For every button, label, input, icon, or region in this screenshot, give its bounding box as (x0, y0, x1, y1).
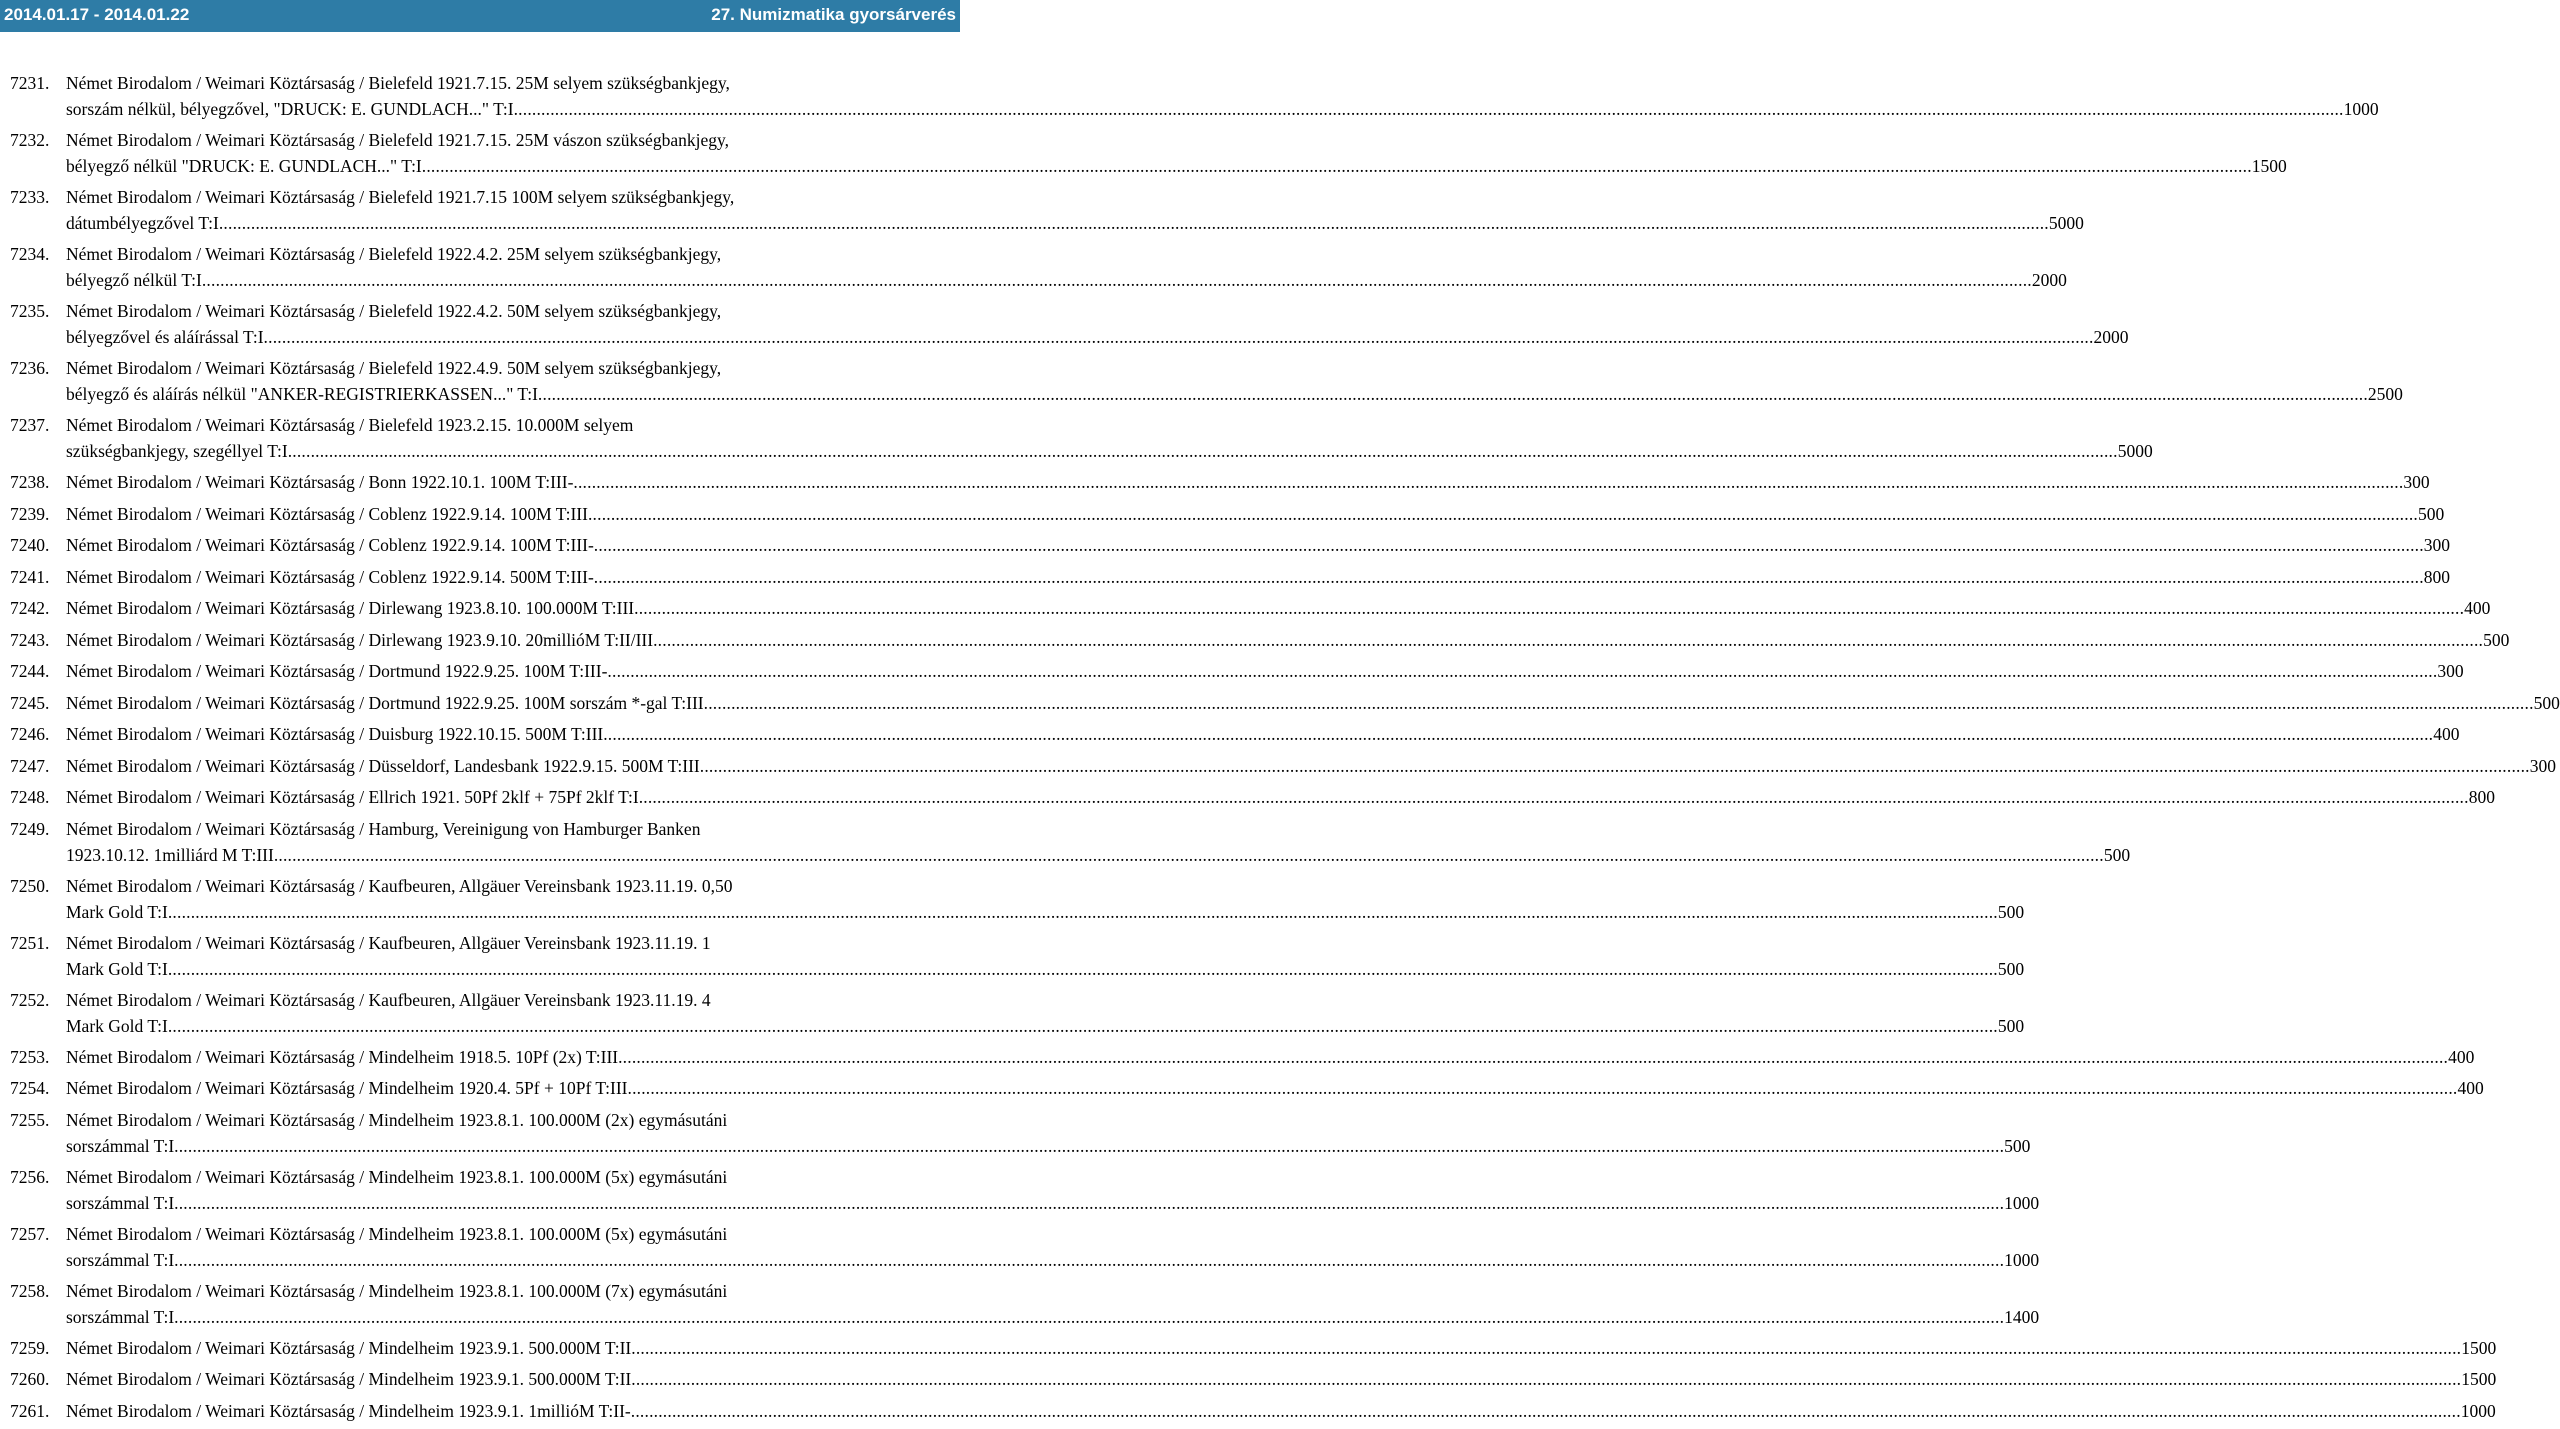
catalog-list (10, 70, 2560, 1429)
lot-entry (10, 184, 2084, 236)
lot-price-line (66, 1247, 2040, 1273)
dot-leader: ................................................................................................................................................................................................................................................................................................................................................................................................................ (587, 503, 2418, 524)
lot-number: 7242. (10, 598, 50, 618)
lot-entry (10, 1335, 2497, 1361)
lot-price-line (66, 690, 2560, 716)
lot-entry (10, 595, 2491, 621)
lot-description (66, 1075, 2484, 1101)
lot-entry (10, 1221, 2040, 1273)
lot-description-text: Német Birodalom / Weimari Köztársaság / Dirlewang 1923.8.10. 100.000M T:III (66, 598, 635, 618)
lot-number: 7257. (10, 1223, 50, 1244)
lot-entry (10, 1075, 2484, 1101)
lot-description-text: szükségbankjegy, szegéllyel T:I (66, 441, 288, 461)
lot-entry (10, 298, 2129, 350)
dot-leader: ................................................................................................................................................................................................................................................................................................................................................................................................................ (273, 844, 2104, 865)
lot-price-line (66, 1013, 2025, 1039)
lot-price-line (66, 210, 2084, 236)
lot-description (66, 658, 2464, 684)
lot-number: 7247. (10, 755, 50, 776)
lot-description-line: Német Birodalom / Weimari Köztársaság / Bielefeld 1921.7.15. 25M selyem szükségbankjegy, (66, 73, 730, 93)
starting-price: 5000 (2117, 441, 2153, 461)
lot-number: 7243. (10, 629, 50, 650)
starting-price: 500 (2417, 503, 2445, 524)
lot-number: 7231. (10, 73, 50, 93)
lot-number: 7245. (10, 692, 50, 713)
starting-price: 500 (1997, 901, 2025, 922)
dot-leader: ................................................................................................................................................................................................................................................................................................................................................................................................................ (631, 1369, 2462, 1389)
starting-price: 300 (2437, 661, 2464, 681)
lot-description-line: Német Birodalom / Weimari Köztársaság / Mindelheim 1923.8.1. 100.000M (5x) egymásutáni (66, 1223, 728, 1244)
lot-number: 7232. (10, 130, 50, 150)
lot-description-line: Német Birodalom / Weimari Köztársaság / Bielefeld 1921.7.15 100M selyem szükségbankjegy, (66, 187, 735, 207)
lot-number: 7260. (10, 1369, 50, 1389)
lot-price-line (66, 753, 2556, 779)
lot-description-text: sorszámmal T:I (66, 1192, 175, 1213)
lot-description-text: Mark Gold T:I (66, 958, 168, 979)
starting-price: 500 (2533, 692, 2560, 713)
lot-price-line (66, 469, 2430, 495)
lot-description-line: Német Birodalom / Weimari Köztársaság / Bielefeld 1922.4.2. 50M selyem szükségbankjegy, (66, 301, 722, 321)
dot-leader: ................................................................................................................................................................................................................................................................................................................................................................................................................ (174, 1306, 2005, 1327)
lot-description-text: dátumbélyegzővel T:I (66, 213, 219, 233)
auction-title: 27. Numizmatika gyorsárverés (711, 5, 956, 24)
lot-description-text: Német Birodalom / Weimari Köztársaság / Mindelheim 1923.9.1. 500.000M T:II (66, 1337, 632, 1358)
lot-description (66, 1278, 2040, 1330)
lot-description-line: Német Birodalom / Weimari Köztársaság / Bielefeld 1921.7.15. 25M vászon szükségbankjegy, (66, 130, 729, 150)
lot-description-line: Német Birodalom / Weimari Köztársaság / Mindelheim 1923.8.1. 100.000M (7x) egymásutáni (66, 1280, 728, 1301)
dot-leader: ................................................................................................................................................................................................................................................................................................................................................................................................................ (699, 755, 2530, 776)
lot-description (66, 1366, 2497, 1392)
lot-description (66, 784, 2495, 810)
starting-price: 500 (1997, 1015, 2025, 1036)
starting-price: 300 (2529, 755, 2556, 776)
lot-description-text: Mark Gold T:I (66, 1015, 168, 1036)
lot-price-line (66, 153, 2287, 179)
starting-price: 500 (2004, 1135, 2031, 1156)
lot-description (66, 1164, 2040, 1216)
starting-price: 2000 (2031, 270, 2067, 290)
lot-entry (10, 1044, 2475, 1070)
starting-price: 5000 (2048, 213, 2084, 233)
lot-description (66, 595, 2491, 621)
lot-description (66, 469, 2430, 495)
dot-leader: ................................................................................................................................................................................................................................................................................................................................................................................................................ (167, 1015, 1998, 1036)
lot-description (66, 753, 2556, 779)
lot-number: 7254. (10, 1078, 50, 1098)
lot-number: 7258. (10, 1280, 50, 1301)
lot-entry (10, 930, 2025, 982)
dot-leader: ................................................................................................................................................................................................................................................................................................................................................................................................................ (607, 661, 2438, 681)
lot-entry (10, 127, 2287, 179)
lot-description-text: Német Birodalom / Weimari Köztársaság / Ellrich 1921. 50Pf 2klf + 75Pf 2klf T:I (66, 787, 639, 807)
dot-leader: ................................................................................................................................................................................................................................................................................................................................................................................................................ (630, 1400, 2461, 1421)
lot-entry (10, 690, 2560, 716)
dot-leader: ................................................................................................................................................................................................................................................................................................................................................................................................................ (167, 901, 1998, 922)
lot-entry (10, 627, 2510, 653)
lot-price-line (66, 658, 2464, 684)
lot-description-text: Német Birodalom / Weimari Köztársaság / Coblenz 1922.9.14. 100M T:III- (66, 535, 594, 555)
lot-price-line (66, 956, 2025, 982)
lot-description-text: sorszámmal T:I (66, 1135, 175, 1156)
lot-entry (10, 70, 2379, 122)
starting-price: 500 (1997, 958, 2025, 979)
lot-description (66, 1398, 2496, 1424)
lot-number: 7251. (10, 932, 50, 953)
dot-leader: ................................................................................................................................................................................................................................................................................................................................................................................................................ (174, 1249, 2005, 1270)
lot-price-line (66, 267, 2067, 293)
lot-price-line (66, 564, 2451, 590)
lot-number: 7256. (10, 1166, 50, 1187)
lot-description-text: Német Birodalom / Weimari Köztársaság / Dortmund 1922.9.25. 100M sorszám *-gal T:III (66, 692, 704, 713)
lot-description (66, 127, 2287, 179)
dot-leader: ................................................................................................................................................................................................................................................................................................................................................................................................................ (174, 1135, 2005, 1156)
lot-entry (10, 1366, 2497, 1392)
lot-description-text: Német Birodalom / Weimari Köztársaság / Dirlewang 1923.9.10. 20millióM T:II/III (66, 629, 654, 650)
dot-leader: ................................................................................................................................................................................................................................................................................................................................................................................................................ (263, 327, 2094, 347)
lot-number: 7236. (10, 358, 50, 378)
lot-description (66, 532, 2451, 558)
lot-price-line (66, 1304, 2040, 1330)
lot-description-text: bélyegző nélkül T:I (66, 270, 202, 290)
lot-description (66, 1107, 2031, 1159)
lot-price-line (66, 532, 2451, 558)
lot-number: 7246. (10, 724, 50, 744)
dot-leader: ................................................................................................................................................................................................................................................................................................................................................................................................................ (513, 99, 2344, 119)
starting-price: 2000 (2093, 327, 2129, 347)
lot-number: 7233. (10, 187, 50, 207)
dot-leader: ................................................................................................................................................................................................................................................................................................................................................................................................................ (631, 1337, 2462, 1358)
lot-description-text: bélyegző és aláírás nélkül "ANKER-REGISTRIERKASSEN..." T:I (66, 384, 538, 404)
dot-leader: ................................................................................................................................................................................................................................................................................................................................................................................................................ (421, 156, 2252, 176)
lot-number: 7244. (10, 661, 50, 681)
lot-price-line (66, 501, 2445, 527)
starting-price: 1000 (2343, 99, 2379, 119)
starting-price: 1500 (2461, 1369, 2497, 1389)
lot-description (66, 816, 2131, 868)
lot-entry (10, 658, 2464, 684)
lot-price-line (66, 1335, 2497, 1361)
lot-price-line (66, 784, 2495, 810)
starting-price: 1400 (2004, 1306, 2040, 1327)
lot-number: 7238. (10, 472, 50, 492)
lot-price-line (66, 96, 2379, 122)
lot-entry (10, 564, 2451, 590)
dot-leader: ................................................................................................................................................................................................................................................................................................................................................................................................................ (634, 598, 2465, 618)
lot-description-line: Német Birodalom / Weimari Köztársaság / Kaufbeuren, Allgäuer Vereinsbank 1923.11.19. 1 (66, 932, 711, 953)
starting-price: 800 (2423, 566, 2451, 587)
lot-entry (10, 532, 2451, 558)
lot-description-line: Német Birodalom / Weimari Köztársaság / Hamburg, Vereinigung von Hamburger Banken (66, 818, 701, 839)
header-bar (0, 0, 960, 32)
lot-number: 7235. (10, 301, 50, 321)
starting-price: 1000 (2004, 1192, 2040, 1213)
lot-description (66, 355, 2403, 407)
dot-leader: ................................................................................................................................................................................................................................................................................................................................................................................................................ (218, 213, 2049, 233)
lot-price-line (66, 627, 2510, 653)
lot-entry (10, 355, 2403, 407)
lot-number: 7250. (10, 875, 50, 896)
starting-price: 1000 (2460, 1400, 2496, 1421)
lot-price-line (66, 595, 2491, 621)
lot-entry (10, 987, 2025, 1039)
lot-description-text: bélyegzővel és aláírással T:I (66, 327, 264, 347)
dot-leader: ................................................................................................................................................................................................................................................................................................................................................................................................................ (167, 958, 1998, 979)
lot-description-text: Német Birodalom / Weimari Köztársaság / Coblenz 1922.9.14. 100M T:III (66, 503, 588, 524)
lot-description-text: Német Birodalom / Weimari Köztársaság / Coblenz 1922.9.14. 500M T:III- (66, 566, 594, 587)
lot-entry (10, 753, 2556, 779)
lot-number: 7261. (10, 1400, 50, 1421)
lot-price-line (66, 721, 2460, 747)
starting-price: 1500 (2461, 1337, 2497, 1358)
lot-description-text: Német Birodalom / Weimari Köztársaság / Düsseldorf, Landesbank 1922.9.15. 500M T:III (66, 755, 700, 776)
lot-description (66, 564, 2451, 590)
lot-entry (10, 1164, 2040, 1216)
starting-price: 500 (2483, 629, 2510, 650)
lot-description-text: sorszámmal T:I (66, 1306, 175, 1327)
lot-entry (10, 721, 2460, 747)
lot-description (66, 1221, 2040, 1273)
lot-number: 7259. (10, 1337, 50, 1358)
lot-description-text: 1923.10.12. 1milliárd M T:III (66, 844, 274, 865)
lot-entry (10, 816, 2131, 868)
lot-number: 7255. (10, 1109, 50, 1130)
lot-price-line (66, 1044, 2475, 1070)
lot-description (66, 690, 2560, 716)
starting-price: 1000 (2004, 1249, 2040, 1270)
lot-price-line (66, 1075, 2484, 1101)
dot-leader: ................................................................................................................................................................................................................................................................................................................................................................................................................ (593, 535, 2424, 555)
lot-price-line (66, 899, 2025, 925)
starting-price: 400 (2457, 1078, 2484, 1098)
starting-price: 300 (2403, 472, 2430, 492)
lot-number: 7249. (10, 818, 50, 839)
lot-price-line (66, 1133, 2031, 1159)
lot-number: 7253. (10, 1046, 50, 1067)
lot-description-text: sorszám nélkül, bélyegzővel, "DRUCK: E. GUNDLACH..." T:I (66, 99, 514, 119)
dot-leader: ................................................................................................................................................................................................................................................................................................................................................................................................................ (703, 692, 2534, 713)
dot-leader: ................................................................................................................................................................................................................................................................................................................................................................................................................ (593, 566, 2424, 587)
dot-leader: ................................................................................................................................................................................................................................................................................................................................................................................................................ (627, 1078, 2458, 1098)
lot-description-line: Német Birodalom / Weimari Köztársaság / Bielefeld 1923.2.15. 10.000M selyem (66, 415, 634, 435)
lot-entry (10, 241, 2067, 293)
lot-number: 7237. (10, 415, 50, 435)
lot-description (66, 1044, 2475, 1070)
dot-leader: ................................................................................................................................................................................................................................................................................................................................................................................................................ (537, 384, 2368, 404)
lot-price-line (66, 438, 2153, 464)
lot-description-text: Német Birodalom / Weimari Köztársaság / Bonn 1922.10.1. 100M T:III- (66, 472, 574, 492)
lot-description (66, 70, 2379, 122)
starting-price: 400 (2448, 1046, 2475, 1067)
starting-price: 2500 (2367, 384, 2403, 404)
auction-date-range: 2014.01.17 - 2014.01.22 (4, 5, 190, 24)
lot-description (66, 987, 2025, 1039)
lot-description-text: Német Birodalom / Weimari Köztársaság / Dortmund 1922.9.25. 100M T:III- (66, 661, 608, 681)
lot-description-line: Német Birodalom / Weimari Köztársaság / Mindelheim 1923.8.1. 100.000M (5x) egymásutáni (66, 1166, 728, 1187)
starting-price: 800 (2468, 787, 2495, 807)
lot-price-line (66, 1398, 2496, 1424)
lot-entry (10, 469, 2430, 495)
dot-leader: ................................................................................................................................................................................................................................................................................................................................................................................................................ (653, 629, 2484, 650)
lot-description-text: Német Birodalom / Weimari Köztársaság / Mindelheim 1923.9.1. 500.000M T:II (66, 1369, 632, 1389)
lot-description-text: bélyegző nélkül "DRUCK: E. GUNDLACH..." T:I (66, 156, 422, 176)
dot-leader: ................................................................................................................................................................................................................................................................................................................................................................................................................ (287, 441, 2118, 461)
lot-entry (10, 873, 2025, 925)
lot-number: 7252. (10, 989, 50, 1010)
lot-number: 7248. (10, 787, 50, 807)
dot-leader: ................................................................................................................................................................................................................................................................................................................................................................................................................ (174, 1192, 2005, 1213)
lot-description-line: Német Birodalom / Weimari Köztársaság / Bielefeld 1922.4.2. 25M selyem szükségbankjegy, (66, 244, 722, 264)
starting-price: 1500 (2251, 156, 2287, 176)
lot-description-line: Német Birodalom / Weimari Köztársaság / Mindelheim 1923.8.1. 100.000M (2x) egymásutáni (66, 1109, 728, 1130)
starting-price: 300 (2423, 535, 2451, 555)
lot-number: 7241. (10, 566, 50, 587)
dot-leader: ................................................................................................................................................................................................................................................................................................................................................................................................................ (573, 472, 2404, 492)
starting-price: 400 (2464, 598, 2491, 618)
lot-price-line (66, 324, 2129, 350)
lot-description (66, 241, 2067, 293)
lot-entry (10, 1278, 2040, 1330)
lot-description-text: Német Birodalom / Weimari Köztársaság / Duisburg 1922.10.15. 500M T:III (66, 724, 604, 744)
starting-price: 400 (2433, 724, 2460, 744)
lot-entry (10, 412, 2153, 464)
lot-description (66, 930, 2025, 982)
lot-description-text: sorszámmal T:I (66, 1249, 175, 1270)
lot-number: 7234. (10, 244, 50, 264)
lot-description-text: Mark Gold T:I (66, 901, 168, 922)
lot-description (66, 627, 2510, 653)
lot-description (66, 501, 2445, 527)
lot-description-text: Német Birodalom / Weimari Köztársaság / Mindelheim 1923.9.1. 1millióM T:II- (66, 1400, 631, 1421)
lot-entry (10, 784, 2495, 810)
lot-price-line (66, 381, 2403, 407)
lot-number: 7240. (10, 535, 50, 555)
starting-price: 500 (2103, 844, 2131, 865)
dot-leader: ................................................................................................................................................................................................................................................................................................................................................................................................................ (603, 724, 2434, 744)
lot-entry (10, 1107, 2031, 1159)
lot-description (66, 873, 2025, 925)
lot-description-line: Német Birodalom / Weimari Köztársaság / Kaufbeuren, Allgäuer Vereinsbank 1923.11.19. 0,50 (66, 875, 733, 896)
lot-description (66, 298, 2129, 350)
lot-entry (10, 501, 2445, 527)
lot-description (66, 721, 2460, 747)
lot-description (66, 412, 2153, 464)
lot-description (66, 1335, 2497, 1361)
lot-description (66, 184, 2084, 236)
lot-description-text: Német Birodalom / Weimari Köztársaság / Mindelheim 1918.5. 10Pf (2x) T:III (66, 1046, 619, 1067)
dot-leader: ................................................................................................................................................................................................................................................................................................................................................................................................................ (201, 270, 2032, 290)
lot-entry (10, 1398, 2496, 1424)
lot-price-line (66, 842, 2131, 868)
lot-description-text: Német Birodalom / Weimari Köztársaság / Mindelheim 1920.4. 5Pf + 10Pf T:III (66, 1078, 628, 1098)
lot-number: 7239. (10, 503, 50, 524)
dot-leader: ................................................................................................................................................................................................................................................................................................................................................................................................................ (618, 1046, 2449, 1067)
lot-description-line: Német Birodalom / Weimari Köztársaság / Bielefeld 1922.4.9. 50M selyem szükségbankjegy, (66, 358, 722, 378)
dot-leader: ................................................................................................................................................................................................................................................................................................................................................................................................................ (638, 787, 2469, 807)
lot-price-line (66, 1190, 2040, 1216)
lot-description-line: Német Birodalom / Weimari Köztársaság / Kaufbeuren, Allgäuer Vereinsbank 1923.11.19. 4 (66, 989, 711, 1010)
lot-price-line (66, 1366, 2497, 1392)
